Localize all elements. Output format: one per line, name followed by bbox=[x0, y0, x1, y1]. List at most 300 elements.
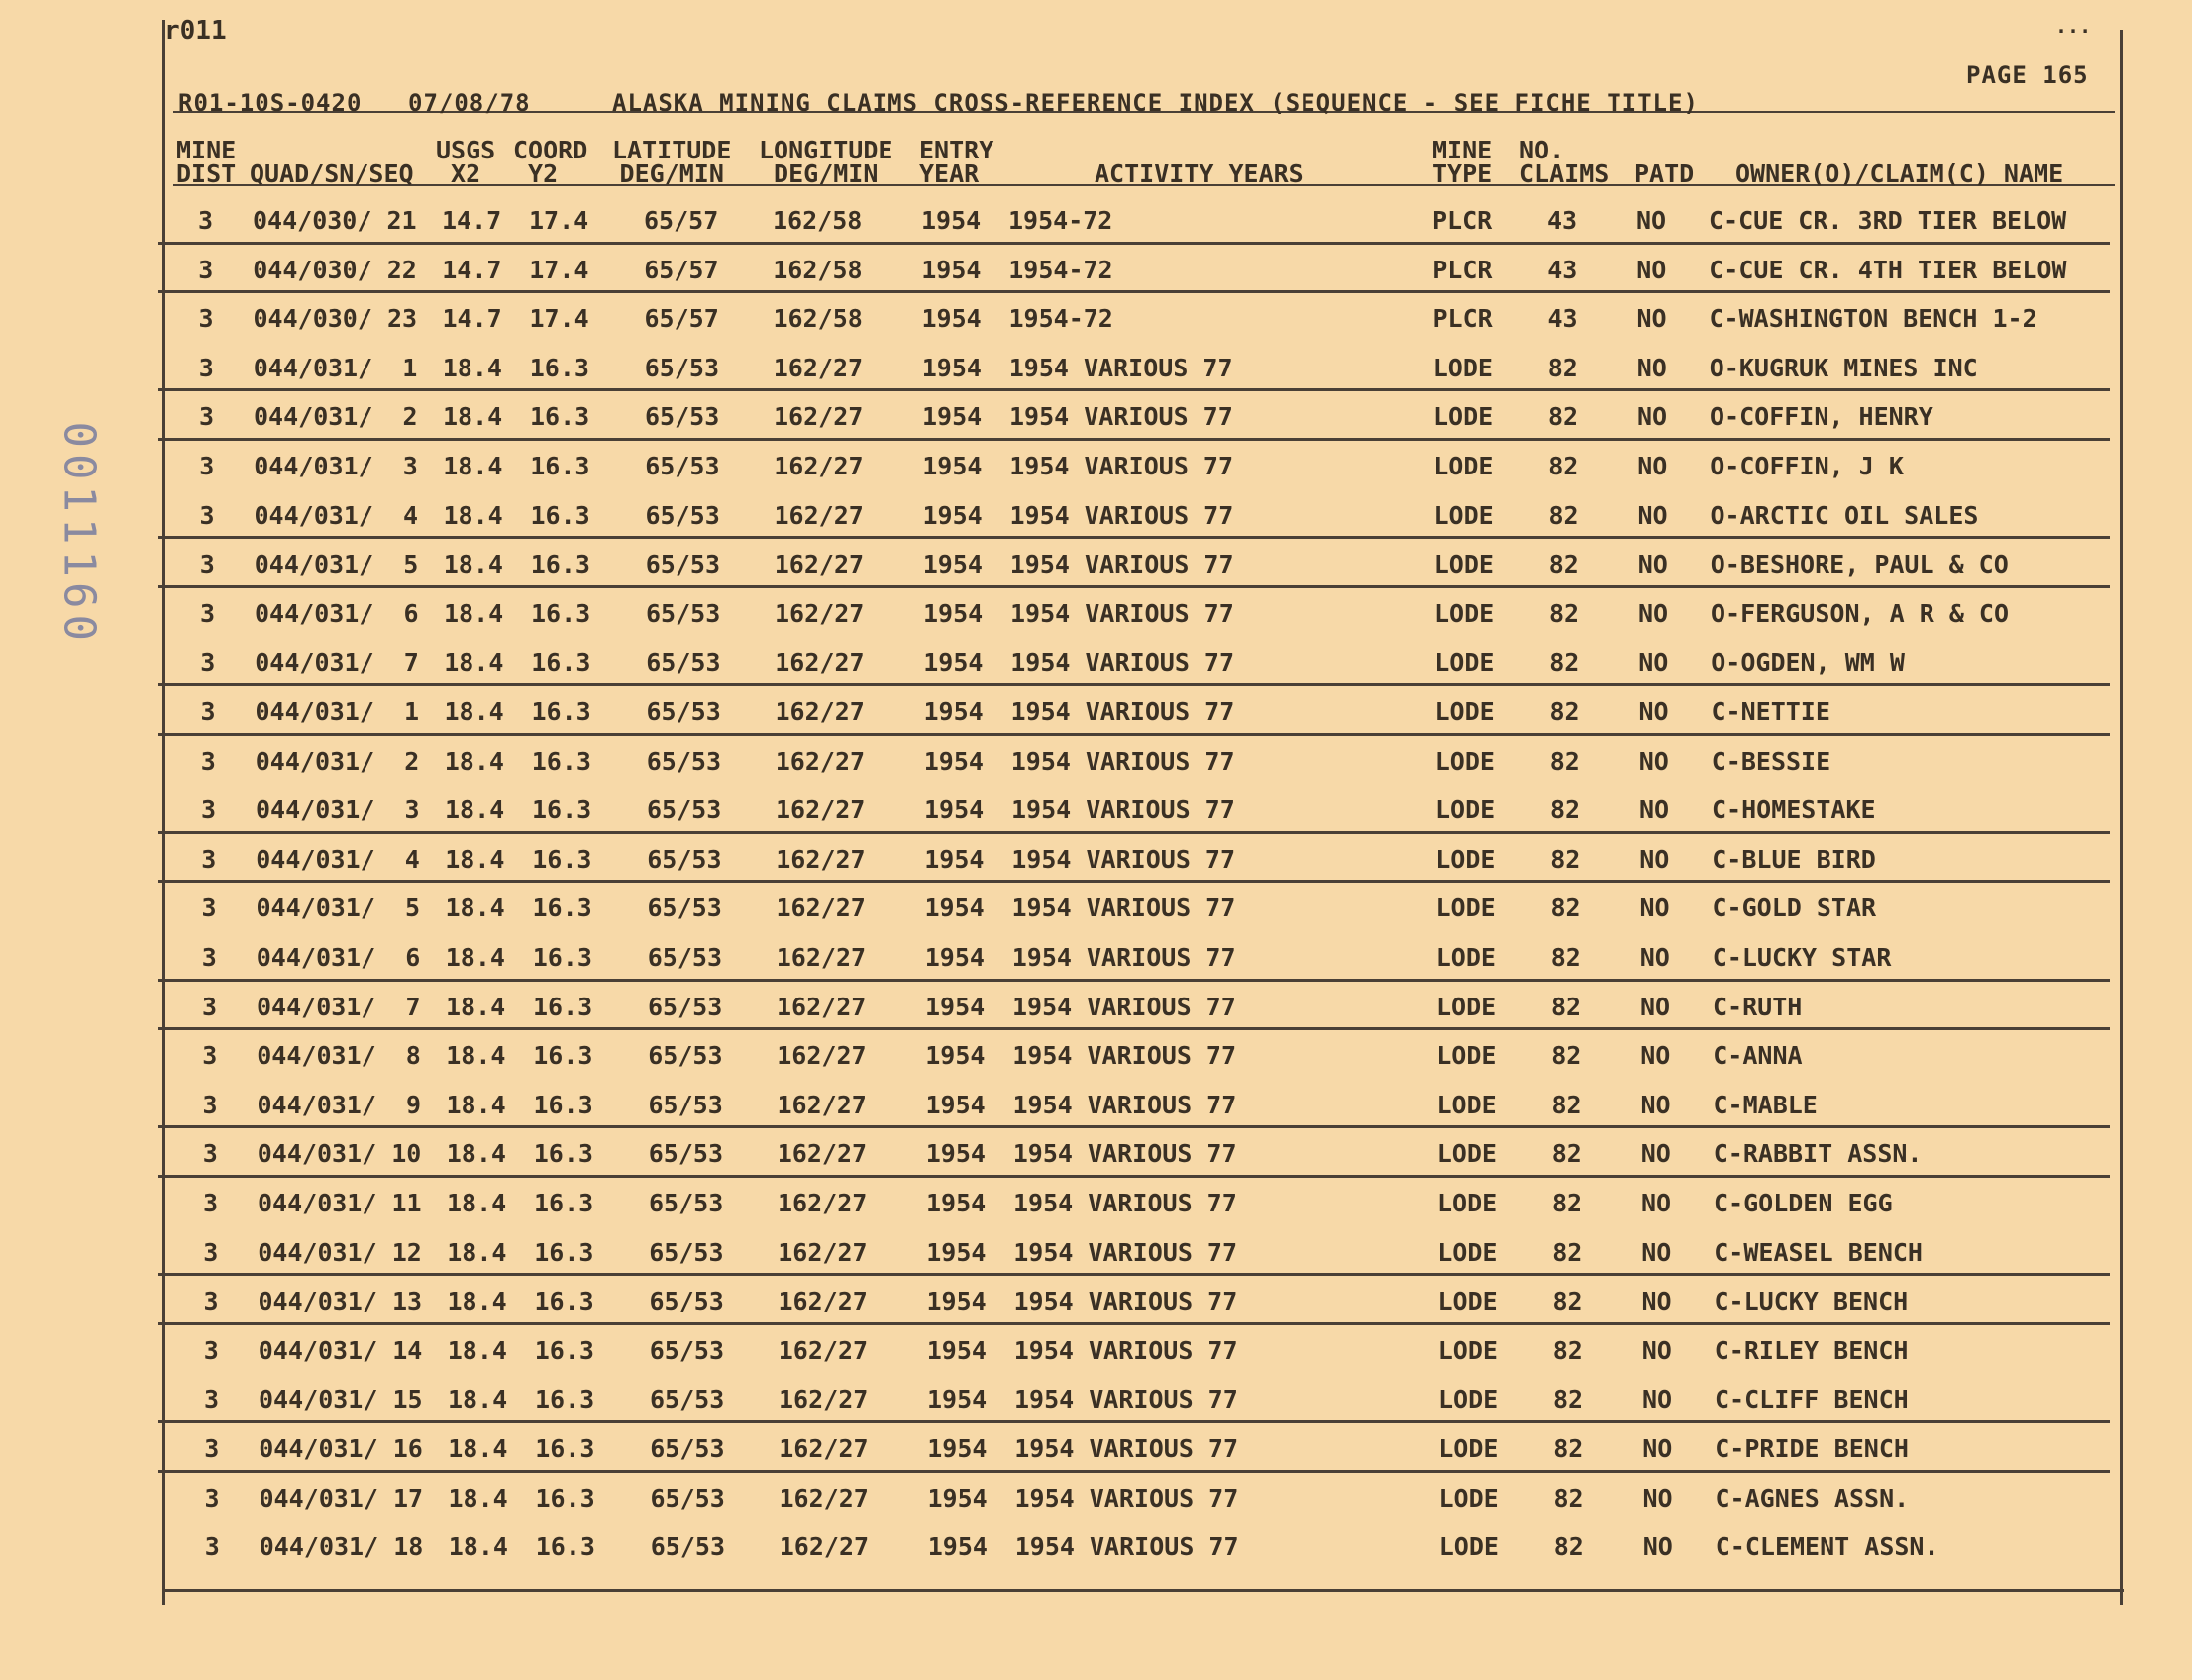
entry-year-cell: 1954 bbox=[923, 697, 984, 726]
entry-year-cell: 1954 bbox=[923, 648, 984, 678]
col-usgs-x2: USGS X2 bbox=[436, 136, 496, 188]
owner-claim-name-cell: C-AGNES ASSN. bbox=[1715, 1483, 1910, 1513]
latitude-cell: 65/53 bbox=[646, 697, 721, 726]
table-row bbox=[0, 1181, 2192, 1230]
latitude-cell: 65/57 bbox=[644, 304, 719, 334]
mine-type-cell: PLCR bbox=[1432, 255, 1493, 284]
latitude-cell: 65/53 bbox=[645, 452, 720, 480]
entry-year-cell: 1954 bbox=[926, 1287, 987, 1316]
mine-dist-cell: 3 bbox=[204, 1532, 220, 1562]
mine-type-cell: LODE bbox=[1432, 353, 1493, 382]
mine-dist-cell: 3 bbox=[203, 1237, 219, 1267]
patented-cell: NO bbox=[1642, 1532, 1673, 1562]
activity-years-cell: 1954 VARIOUS 77 bbox=[1012, 1041, 1237, 1071]
owner-claim-name-cell: C-HOMESTAKE bbox=[1712, 795, 1876, 825]
x2-cell: 18.4 bbox=[447, 1287, 507, 1316]
quad-cell: 044/031/ 12 bbox=[258, 1237, 422, 1267]
claims-count-cell: 82 bbox=[1553, 1483, 1584, 1513]
y2-cell: 16.3 bbox=[531, 648, 591, 678]
mine-type-cell: LODE bbox=[1438, 1385, 1499, 1415]
quad-cell: 044/031/ 18 bbox=[259, 1532, 424, 1562]
longitude-cell: 162/27 bbox=[776, 943, 867, 972]
entry-year-cell: 1954 bbox=[921, 255, 982, 284]
latitude-cell: 65/53 bbox=[648, 1139, 724, 1169]
patented-cell: NO bbox=[1637, 452, 1668, 480]
owner-claim-name-cell: O-OGDEN, WM W bbox=[1711, 648, 1905, 678]
claims-count-cell: 82 bbox=[1551, 1139, 1582, 1169]
mine-dist-cell: 3 bbox=[200, 697, 216, 726]
latitude-cell: 65/53 bbox=[649, 1237, 724, 1267]
row-separator-line bbox=[158, 585, 2110, 588]
entry-year-cell: 1954 bbox=[926, 1189, 987, 1217]
mine-type-cell: LODE bbox=[1437, 1287, 1498, 1316]
row-separator-line bbox=[158, 1175, 2110, 1178]
y2-cell: 17.4 bbox=[529, 255, 589, 284]
patented-cell: NO bbox=[1638, 648, 1669, 678]
patented-cell: NO bbox=[1641, 1189, 1672, 1217]
col-owner-claim-name: OWNER(O)/CLAIM(C) NAME bbox=[1735, 159, 2064, 188]
row-separator-line bbox=[158, 242, 2110, 245]
longitude-cell: 162/27 bbox=[776, 795, 866, 825]
mine-dist-cell: 3 bbox=[204, 1483, 220, 1513]
longitude-cell: 162/27 bbox=[774, 452, 864, 480]
mine-dist-cell: 3 bbox=[202, 992, 218, 1021]
mine-dist-cell: 3 bbox=[200, 746, 216, 776]
owner-claim-name-cell: C-RUTH bbox=[1713, 992, 1803, 1021]
latitude-cell: 65/53 bbox=[647, 943, 723, 972]
y2-cell: 16.3 bbox=[535, 1483, 595, 1513]
x2-cell: 18.4 bbox=[448, 1483, 508, 1513]
x2-cell: 18.4 bbox=[447, 1189, 507, 1217]
latitude-cell: 65/53 bbox=[647, 893, 722, 923]
patented-cell: NO bbox=[1642, 1385, 1673, 1415]
owner-claim-name-cell: C-NETTIE bbox=[1711, 697, 1830, 726]
latitude-cell: 65/53 bbox=[650, 1532, 726, 1562]
y2-cell: 16.3 bbox=[533, 1041, 593, 1071]
mine-type-cell: LODE bbox=[1435, 795, 1496, 825]
activity-years-cell: 1954 VARIOUS 77 bbox=[1011, 795, 1235, 825]
mine-type-cell: LODE bbox=[1435, 844, 1496, 874]
latitude-cell: 65/53 bbox=[648, 1090, 723, 1119]
latitude-cell: 65/53 bbox=[650, 1483, 725, 1513]
entry-year-cell: 1954 bbox=[927, 1434, 988, 1463]
row-separator-line bbox=[158, 536, 2110, 539]
col-entry-year: ENTRY YEAR bbox=[919, 136, 994, 188]
row-separator-line bbox=[158, 733, 2110, 736]
mine-type-cell: LODE bbox=[1434, 697, 1495, 726]
y2-cell: 16.3 bbox=[534, 1189, 594, 1217]
activity-years-cell: 1954-72 bbox=[1008, 255, 1113, 284]
claims-count-cell: 82 bbox=[1553, 1532, 1584, 1562]
quad-cell: 044/031/ 4 bbox=[254, 500, 419, 530]
row-separator-line bbox=[158, 979, 2110, 982]
table-row bbox=[0, 1426, 2192, 1476]
quad-cell: 044/031/ 10 bbox=[257, 1139, 422, 1169]
claims-count-cell: 82 bbox=[1551, 992, 1582, 1021]
claims-count-cell: 82 bbox=[1548, 500, 1579, 530]
mine-type-cell: LODE bbox=[1437, 1237, 1498, 1267]
quad-cell: 044/031/ 7 bbox=[257, 992, 421, 1021]
activity-years-cell: 1954 VARIOUS 77 bbox=[1010, 648, 1235, 678]
y2-cell: 16.3 bbox=[530, 402, 590, 432]
table-row bbox=[0, 346, 2192, 395]
activity-years-cell: 1954 VARIOUS 77 bbox=[1009, 550, 1234, 579]
mine-dist-cell: 3 bbox=[204, 1434, 220, 1463]
quad-cell: 044/031/ 3 bbox=[256, 795, 420, 825]
longitude-cell: 162/27 bbox=[775, 697, 865, 726]
mine-dist-cell: 3 bbox=[199, 402, 215, 432]
owner-claim-name-cell: C-BLUE BIRD bbox=[1712, 844, 1876, 874]
longitude-cell: 162/27 bbox=[776, 893, 866, 923]
table-row bbox=[0, 1279, 2192, 1328]
y2-cell: 16.3 bbox=[530, 452, 590, 480]
mine-dist-cell: 3 bbox=[202, 1041, 218, 1071]
entry-year-cell: 1954 bbox=[924, 844, 985, 874]
table-row bbox=[0, 1524, 2192, 1574]
mine-type-cell: LODE bbox=[1437, 1189, 1498, 1217]
claims-count-cell: 82 bbox=[1549, 598, 1580, 628]
mine-type-cell: LODE bbox=[1434, 746, 1495, 776]
col-mine-type: MINE TYPE bbox=[1432, 136, 1493, 188]
table-row bbox=[0, 493, 2192, 543]
row-separator-line bbox=[158, 438, 2110, 441]
y2-cell: 16.3 bbox=[534, 1287, 594, 1316]
owner-claim-name-cell: O-COFFIN, HENRY bbox=[1710, 402, 1933, 432]
activity-years-cell: 1954 VARIOUS 77 bbox=[1014, 1483, 1239, 1513]
row-separator-line bbox=[158, 1027, 2110, 1030]
quad-cell: 044/031/ 1 bbox=[253, 353, 418, 382]
x2-cell: 14.7 bbox=[442, 255, 502, 284]
longitude-cell: 162/27 bbox=[779, 1434, 869, 1463]
entry-year-cell: 1954 bbox=[921, 353, 982, 382]
x2-cell: 18.4 bbox=[448, 1434, 508, 1463]
quad-cell: 044/030/ 21 bbox=[253, 206, 417, 235]
entry-year-cell: 1954 bbox=[927, 1532, 988, 1562]
entry-year-cell: 1954 bbox=[921, 206, 982, 235]
mine-type-cell: PLCR bbox=[1432, 206, 1493, 235]
longitude-cell: 162/27 bbox=[779, 1532, 870, 1562]
y2-cell: 16.3 bbox=[531, 598, 591, 628]
y2-cell: 16.3 bbox=[533, 1090, 593, 1119]
quad-cell: 044/031/ 2 bbox=[255, 746, 420, 776]
quad-cell: 044/031/ 8 bbox=[257, 1041, 421, 1071]
claims-count-cell: 82 bbox=[1552, 1189, 1583, 1217]
activity-years-cell: 1954 VARIOUS 77 bbox=[1010, 697, 1235, 726]
mine-dist-cell: 3 bbox=[203, 1189, 219, 1217]
quad-cell: 044/031/ 7 bbox=[255, 648, 419, 678]
patented-cell: NO bbox=[1639, 844, 1670, 874]
y2-cell: 16.3 bbox=[531, 697, 591, 726]
patented-cell: NO bbox=[1642, 1483, 1673, 1513]
table-row bbox=[0, 640, 2192, 689]
activity-years-cell: 1954 VARIOUS 77 bbox=[1009, 402, 1233, 432]
x2-cell: 18.4 bbox=[446, 1090, 506, 1119]
latitude-cell: 65/53 bbox=[647, 844, 722, 874]
claims-count-cell: 43 bbox=[1547, 255, 1578, 284]
table-row bbox=[0, 788, 2192, 837]
entry-year-cell: 1954 bbox=[925, 1041, 986, 1071]
quad-cell: 044/031/ 9 bbox=[257, 1090, 422, 1119]
owner-claim-name-cell: O-ARCTIC OIL SALES bbox=[1710, 500, 1979, 530]
entry-year-cell: 1954 bbox=[926, 1335, 987, 1365]
y2-cell: 16.3 bbox=[533, 992, 593, 1021]
claims-count-cell: 43 bbox=[1547, 304, 1578, 334]
y2-cell: 16.3 bbox=[533, 1139, 593, 1169]
quad-cell: 044/031/ 4 bbox=[256, 844, 420, 874]
claims-count-cell: 82 bbox=[1550, 795, 1581, 825]
longitude-cell: 162/27 bbox=[775, 746, 866, 776]
y2-cell: 16.3 bbox=[532, 943, 592, 972]
claims-count-cell: 82 bbox=[1552, 1237, 1583, 1267]
quad-cell: 044/031/ 1 bbox=[255, 697, 420, 726]
report-title: ALASKA MINING CLAIMS CROSS-REFERENCE INDEX (SEQUENCE - SEE FICHE TITLE) bbox=[612, 89, 1699, 117]
x2-cell: 14.7 bbox=[442, 304, 502, 334]
top-right-mark: ... bbox=[2055, 14, 2092, 38]
mine-type-cell: LODE bbox=[1433, 550, 1494, 579]
quad-cell: 044/031/ 2 bbox=[254, 402, 418, 432]
row-separator-line bbox=[158, 1273, 2110, 1276]
latitude-cell: 65/53 bbox=[644, 353, 720, 382]
activity-years-cell: 1954 VARIOUS 77 bbox=[1013, 1189, 1237, 1217]
owner-claim-name-cell: C-WASHINGTON BENCH 1-2 bbox=[1709, 304, 2037, 334]
entry-year-cell: 1954 bbox=[921, 304, 982, 334]
row-separator-line bbox=[158, 1322, 2110, 1325]
mine-type-cell: PLCR bbox=[1432, 304, 1493, 334]
activity-years-cell: 1954 VARIOUS 77 bbox=[1010, 746, 1235, 776]
longitude-cell: 162/27 bbox=[774, 550, 865, 579]
patented-cell: NO bbox=[1642, 1434, 1673, 1463]
quad-cell: 044/031/ 16 bbox=[259, 1434, 423, 1463]
quad-cell: 044/031/ 6 bbox=[256, 943, 421, 972]
x2-cell: 18.4 bbox=[445, 795, 505, 825]
x2-cell: 18.4 bbox=[448, 1385, 508, 1415]
x2-cell: 18.4 bbox=[443, 550, 503, 579]
col-mine-dist: MINE DIST bbox=[176, 136, 237, 188]
latitude-cell: 65/53 bbox=[648, 1041, 723, 1071]
longitude-cell: 162/27 bbox=[777, 1041, 867, 1071]
longitude-cell: 162/27 bbox=[777, 1090, 867, 1119]
y2-cell: 16.3 bbox=[531, 746, 591, 776]
mine-dist-cell: 3 bbox=[199, 500, 215, 530]
x2-cell: 18.4 bbox=[443, 452, 503, 480]
y2-cell: 16.3 bbox=[532, 795, 592, 825]
owner-claim-name-cell: O-FERGUSON, A R & CO bbox=[1711, 598, 2010, 628]
owner-claim-name-cell: C-RABBIT ASSN. bbox=[1713, 1139, 1923, 1169]
patented-cell: NO bbox=[1639, 943, 1670, 972]
mine-type-cell: LODE bbox=[1435, 893, 1496, 923]
row-separator-line bbox=[158, 831, 2110, 834]
mine-type-cell: LODE bbox=[1436, 992, 1497, 1021]
owner-claim-name-cell: C-RILEY BENCH bbox=[1714, 1335, 1909, 1365]
patented-cell: NO bbox=[1640, 1139, 1671, 1169]
corner-label: r011 bbox=[164, 16, 227, 46]
quad-cell: 044/031/ 15 bbox=[259, 1385, 423, 1415]
claims-count-cell: 82 bbox=[1550, 943, 1581, 972]
latitude-cell: 65/53 bbox=[650, 1385, 725, 1415]
table-row bbox=[0, 886, 2192, 935]
activity-years-cell: 1954 VARIOUS 77 bbox=[1008, 353, 1233, 382]
activity-years-cell: 1954 VARIOUS 77 bbox=[1011, 844, 1236, 874]
table-row bbox=[0, 837, 2192, 887]
table-row bbox=[0, 542, 2192, 591]
latitude-cell: 65/53 bbox=[649, 1189, 724, 1217]
longitude-cell: 162/27 bbox=[776, 844, 866, 874]
table-row bbox=[0, 1131, 2192, 1181]
y2-cell: 16.3 bbox=[534, 1237, 594, 1267]
mine-dist-cell: 3 bbox=[198, 255, 214, 284]
latitude-cell: 65/57 bbox=[644, 255, 719, 284]
entry-year-cell: 1954 bbox=[926, 1237, 987, 1267]
entry-year-cell: 1954 bbox=[924, 893, 985, 923]
patented-cell: NO bbox=[1636, 353, 1667, 382]
patented-cell: NO bbox=[1641, 1287, 1672, 1316]
activity-years-cell: 1954 VARIOUS 77 bbox=[1014, 1532, 1239, 1562]
entry-year-cell: 1954 bbox=[925, 1090, 986, 1119]
table-row bbox=[0, 394, 2192, 444]
owner-claim-name-cell: C-GOLD STAR bbox=[1712, 893, 1877, 923]
claims-count-cell: 82 bbox=[1550, 893, 1581, 923]
y2-cell: 16.3 bbox=[534, 1335, 594, 1365]
owner-claim-name-cell: C-ANNA bbox=[1713, 1041, 1803, 1071]
entry-year-cell: 1954 bbox=[922, 550, 983, 579]
y2-cell: 17.4 bbox=[529, 304, 589, 334]
patented-cell: NO bbox=[1639, 893, 1670, 923]
entry-year-cell: 1954 bbox=[923, 598, 984, 628]
y2-cell: 16.3 bbox=[532, 893, 592, 923]
y2-cell: 16.3 bbox=[530, 550, 590, 579]
latitude-cell: 65/57 bbox=[644, 206, 719, 235]
patented-cell: NO bbox=[1640, 992, 1671, 1021]
claims-count-cell: 82 bbox=[1552, 1335, 1583, 1365]
owner-claim-name-cell: C-BESSIE bbox=[1711, 746, 1831, 776]
quad-cell: 044/031/ 14 bbox=[258, 1335, 423, 1365]
row-separator-line bbox=[158, 1420, 2110, 1423]
claims-count-cell: 82 bbox=[1553, 1434, 1584, 1463]
mine-dist-cell: 3 bbox=[200, 648, 216, 678]
mine-dist-cell: 3 bbox=[199, 550, 215, 579]
patented-cell: NO bbox=[1638, 697, 1669, 726]
mine-type-cell: LODE bbox=[1436, 1041, 1497, 1071]
claims-count-cell: 82 bbox=[1551, 1090, 1582, 1119]
x2-cell: 18.4 bbox=[447, 1335, 507, 1365]
quad-cell: 044/031/ 11 bbox=[258, 1189, 422, 1217]
row-separator-line bbox=[158, 1470, 2110, 1473]
latitude-cell: 65/53 bbox=[646, 746, 722, 776]
longitude-cell: 162/27 bbox=[778, 1237, 868, 1267]
mine-type-cell: LODE bbox=[1437, 1335, 1498, 1365]
y2-cell: 16.3 bbox=[535, 1532, 595, 1562]
patented-cell: NO bbox=[1637, 550, 1668, 579]
activity-years-cell: 1954 VARIOUS 77 bbox=[1013, 1287, 1238, 1316]
activity-years-cell: 1954 VARIOUS 77 bbox=[1012, 1139, 1237, 1169]
y2-cell: 16.3 bbox=[535, 1385, 595, 1415]
latitude-cell: 65/53 bbox=[650, 1434, 725, 1463]
mine-dist-cell: 3 bbox=[203, 1335, 219, 1365]
claims-count-cell: 82 bbox=[1547, 353, 1578, 382]
entry-year-cell: 1954 bbox=[924, 795, 985, 825]
longitude-cell: 162/27 bbox=[778, 1189, 868, 1217]
latitude-cell: 65/53 bbox=[646, 648, 721, 678]
row-separator-line bbox=[158, 1125, 2110, 1128]
mine-dist-cell: 3 bbox=[201, 893, 217, 923]
mine-type-cell: LODE bbox=[1436, 1090, 1497, 1119]
owner-claim-name-cell: C-PRIDE BENCH bbox=[1715, 1434, 1909, 1463]
x2-cell: 18.4 bbox=[442, 353, 502, 382]
claims-count-cell: 82 bbox=[1552, 1287, 1583, 1316]
mine-type-cell: LODE bbox=[1434, 598, 1495, 628]
owner-claim-name-cell: C-CLIFF BENCH bbox=[1715, 1385, 1909, 1415]
patented-cell: NO bbox=[1636, 206, 1667, 235]
activity-years-cell: 1954 VARIOUS 77 bbox=[1013, 1237, 1238, 1267]
claims-count-cell: 82 bbox=[1549, 648, 1580, 678]
longitude-cell: 162/27 bbox=[778, 1335, 869, 1365]
row-separator-line bbox=[158, 290, 2110, 293]
quad-cell: 044/031/ 13 bbox=[258, 1287, 423, 1316]
owner-claim-name-cell: C-CUE CR. 3RD TIER BELOW bbox=[1709, 206, 2067, 235]
claims-count-cell: 82 bbox=[1548, 452, 1579, 480]
owner-claim-name-cell: C-CLEMENT ASSN. bbox=[1715, 1532, 1939, 1562]
table-row bbox=[0, 1033, 2192, 1083]
report-id: R01-10S-0420 bbox=[178, 89, 363, 117]
table-row bbox=[0, 1083, 2192, 1132]
x2-cell: 18.4 bbox=[444, 697, 504, 726]
mine-type-cell: LODE bbox=[1433, 402, 1494, 432]
longitude-cell: 162/27 bbox=[775, 598, 865, 628]
longitude-cell: 162/27 bbox=[775, 648, 865, 678]
claims-count-cell: 82 bbox=[1550, 844, 1581, 874]
report-date: 07/08/78 bbox=[408, 89, 531, 117]
mine-type-cell: LODE bbox=[1438, 1483, 1499, 1513]
longitude-cell: 162/27 bbox=[773, 353, 864, 382]
x2-cell: 18.4 bbox=[443, 500, 503, 530]
mine-type-cell: LODE bbox=[1438, 1532, 1499, 1562]
quad-cell: 044/031/ 5 bbox=[254, 550, 419, 579]
owner-claim-name-cell: O-COFFIN, J K bbox=[1710, 452, 1904, 480]
x2-cell: 18.4 bbox=[448, 1532, 508, 1562]
latitude-cell: 65/53 bbox=[647, 795, 722, 825]
activity-years-cell: 1954 VARIOUS 77 bbox=[1012, 992, 1236, 1021]
x2-cell: 18.4 bbox=[445, 943, 505, 972]
latitude-cell: 65/53 bbox=[648, 992, 723, 1021]
patented-cell: NO bbox=[1638, 598, 1669, 628]
table-row bbox=[0, 1476, 2192, 1525]
y2-cell: 16.3 bbox=[532, 844, 592, 874]
owner-claim-name-cell: O-KUGRUK MINES INC bbox=[1709, 353, 1978, 382]
longitude-cell: 162/27 bbox=[774, 402, 864, 432]
activity-years-cell: 1954 VARIOUS 77 bbox=[1009, 452, 1234, 480]
col-patd: PATD bbox=[1634, 159, 1695, 188]
activity-years-cell: 1954 VARIOUS 77 bbox=[1013, 1335, 1238, 1365]
latitude-cell: 65/53 bbox=[649, 1335, 725, 1365]
mine-dist-cell: 3 bbox=[199, 452, 215, 480]
quad-cell: 044/031/ 5 bbox=[256, 893, 421, 923]
y2-cell: 16.3 bbox=[530, 500, 590, 530]
claims-count-cell: 82 bbox=[1548, 550, 1579, 579]
col-activity-years: ACTIVITY YEARS bbox=[1095, 159, 1304, 188]
entry-year-cell: 1954 bbox=[925, 1139, 986, 1169]
activity-years-cell: 1954 VARIOUS 77 bbox=[1011, 943, 1236, 972]
x2-cell: 18.4 bbox=[446, 992, 506, 1021]
mine-type-cell: LODE bbox=[1436, 1139, 1497, 1169]
mine-type-cell: LODE bbox=[1434, 648, 1495, 678]
longitude-cell: 162/58 bbox=[773, 255, 863, 284]
activity-years-cell: 1954 VARIOUS 77 bbox=[1009, 500, 1234, 530]
x2-cell: 18.4 bbox=[444, 648, 504, 678]
side-stamp: 0011160 bbox=[53, 421, 105, 647]
longitude-cell: 162/27 bbox=[777, 1139, 868, 1169]
patented-cell: NO bbox=[1636, 255, 1667, 284]
frame-bottom-line bbox=[162, 1589, 2124, 1592]
